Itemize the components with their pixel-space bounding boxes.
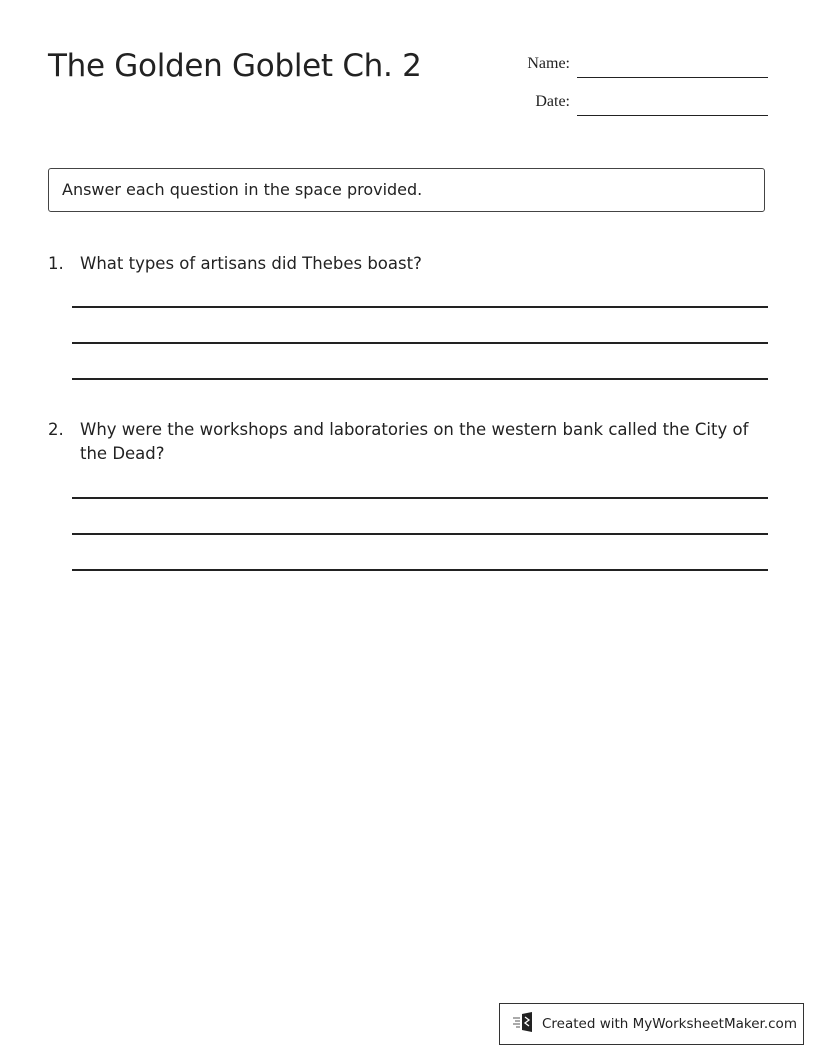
- question-number: 1.: [48, 254, 64, 273]
- answer-line[interactable]: [72, 342, 768, 344]
- question-text: What types of artisans did Thebes boast?: [80, 254, 422, 273]
- name-label: Name:: [527, 55, 570, 72]
- question-text: Why were the workshops and laboratories on the western bank called the City of the Dead?: [80, 420, 749, 463]
- worksheet-maker-logo-icon: [512, 1011, 536, 1037]
- answer-line[interactable]: [72, 533, 768, 535]
- footer-credit: [499, 1003, 804, 1045]
- answer-line[interactable]: [72, 378, 768, 380]
- question-number: 2.: [48, 420, 64, 439]
- instructions-box: Answer each question in the space provided.: [48, 168, 765, 212]
- name-field[interactable]: [577, 77, 768, 78]
- footer-text: Created with MyWorksheetMaker.com: [542, 1016, 797, 1032]
- answer-line[interactable]: [72, 497, 768, 499]
- date-field[interactable]: [577, 115, 768, 116]
- answer-line[interactable]: [72, 569, 768, 571]
- worksheet-title: The Golden Goblet Ch. 2: [48, 48, 422, 84]
- date-label: Date:: [535, 93, 570, 110]
- answer-line[interactable]: [72, 306, 768, 308]
